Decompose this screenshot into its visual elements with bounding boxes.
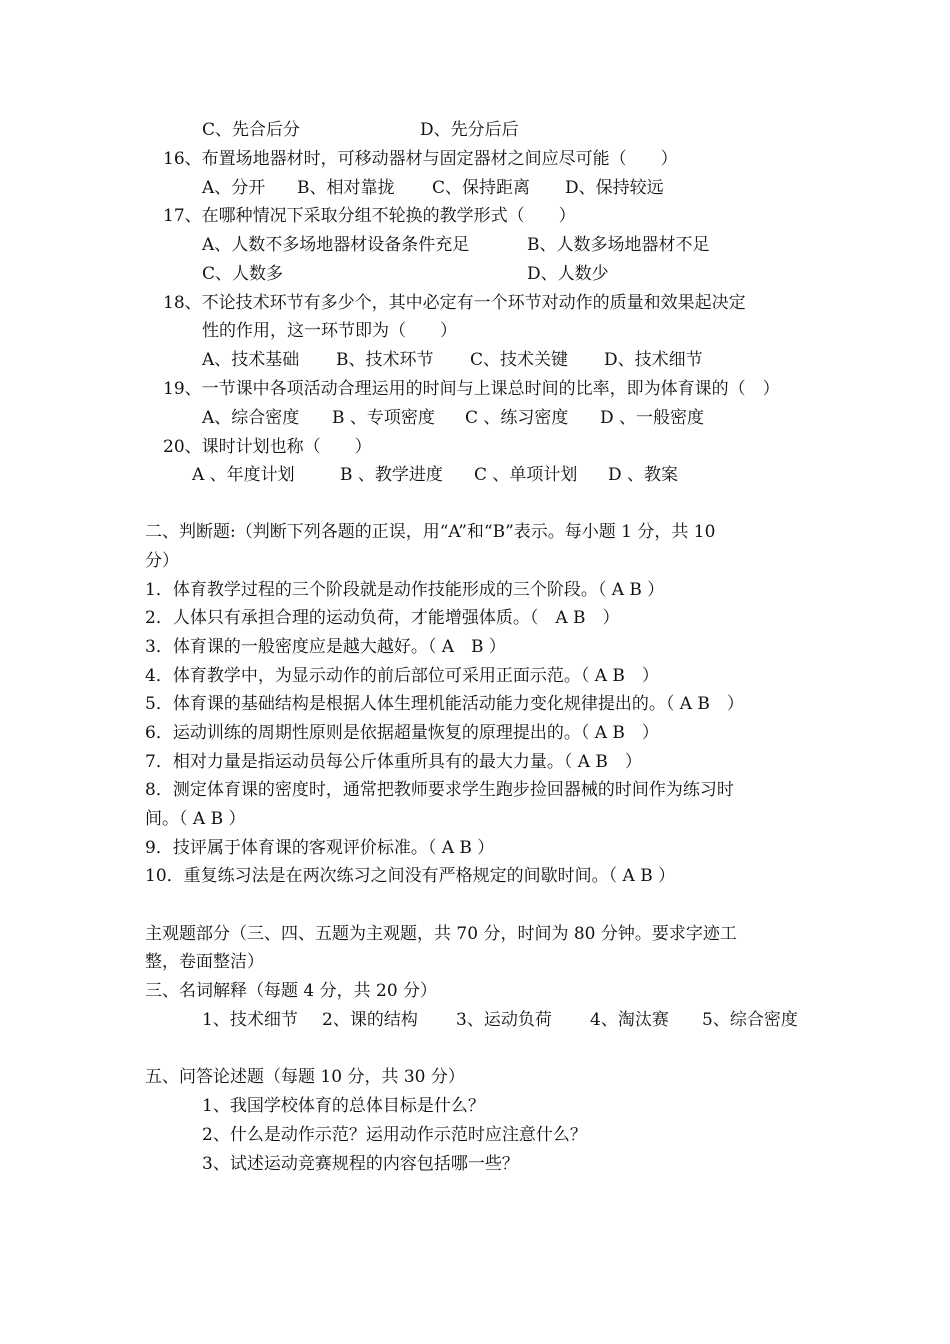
q19-option-d: D 、一般密度	[600, 408, 705, 428]
question-16: 16、布置场地器材时，可移动器材与固定器材之间应尽可能（ ）	[163, 149, 678, 169]
judge-item-5: 5．体育课的基础结构是根据人体生理机能活动能力变化规律提出的。（ A B ）	[145, 694, 744, 714]
question-19: 19、一节课中各项活动合理运用的时间与上课总时间的比率，即为体育课的（ ）	[163, 379, 780, 399]
judge-item-10: 10．重复练习法是在两次练习之间没有严格规定的间歇时间。（ A B ）	[145, 866, 676, 886]
term-1: 1、技术细节	[202, 1010, 298, 1030]
judge-section-title-line1: 二、判断题:（判断下列各题的正误，用“A”和“B”表示。每小题 1 分，共 10	[145, 522, 716, 542]
subjective-intro-line2: 整，卷面整洁）	[145, 952, 264, 972]
judge-item-8-line1: 8．测定体育课的密度时，通常把教师要求学生跑步捡回器械的时间作为练习时	[145, 780, 734, 800]
q19-option-a: A、综合密度	[202, 408, 300, 428]
term-5: 5、综合密度	[702, 1010, 798, 1030]
judge-item-8-line2: 间。（ A B ）	[145, 809, 246, 829]
essay-question-3: 3、试述运动竞赛规程的内容包括哪一些？	[202, 1154, 519, 1174]
judge-item-1: 1．体育教学过程的三个阶段就是动作技能形成的三个阶段。（ A B ）	[145, 580, 665, 600]
q18-option-a: A、技术基础	[202, 350, 300, 370]
question-18-line1: 18、不论技术环节有多少个，其中必定有一个环节对动作的质量和效果起决定	[163, 293, 746, 313]
subjective-intro-line1: 主观题部分（三、四、五题为主观题，共 70 分，时间为 80 分钟。要求字迹工	[145, 924, 737, 944]
q16-option-d: D、保持较远	[565, 178, 664, 198]
judge-item-2: 2．人体只有承担合理的运动负荷，才能增强体质。（ A B ）	[145, 608, 620, 628]
term-3: 3、运动负荷	[456, 1010, 552, 1030]
q19-option-b: B 、专项密度	[332, 408, 435, 428]
q17-option-d: D、人数少	[527, 264, 609, 284]
q20-option-b: B 、教学进度	[340, 465, 443, 485]
judge-item-4: 4．体育教学中，为显示动作的前后部位可采用正面示范。（ A B ）	[145, 666, 659, 686]
q16-option-c: C、保持距离	[432, 178, 531, 198]
judge-item-9: 9．技评属于体育课的客观评价标准。（ A B ）	[145, 838, 495, 858]
q20-option-c: C 、单项计划	[474, 465, 578, 485]
essay-question-1: 1、我国学校体育的总体目标是什么？	[202, 1096, 485, 1116]
section-3-title: 三、名词解释（每题 4 分，共 20 分）	[145, 981, 438, 1001]
judge-section-title-line2: 分）	[145, 551, 179, 571]
q19-option-c: C 、练习密度	[465, 408, 569, 428]
q17-option-a: A、人数不多场地器材设备条件充足	[202, 235, 470, 255]
q20-option-d: D 、教案	[608, 465, 679, 485]
question-17: 17、在哪种情况下采取分组不轮换的教学形式（ ）	[163, 206, 576, 226]
q18-option-c: C、技术关键	[470, 350, 569, 370]
essay-question-2: 2、什么是动作示范？运用动作示范时应注意什么？	[202, 1125, 587, 1145]
q18-option-b: B、技术环节	[336, 350, 434, 370]
q15-option-c: C、先合后分	[202, 120, 301, 140]
judge-item-6: 6．运动训练的周期性原则是依据超量恢复的原理提出的。（ A B ）	[145, 723, 659, 743]
q17-option-c: C、人数多	[202, 264, 284, 284]
term-4: 4、淘汰赛	[590, 1010, 669, 1030]
judge-item-3: 3．体育课的一般密度应是越大越好。（ A B ）	[145, 637, 506, 657]
q16-option-b: B、相对靠拢	[297, 178, 395, 198]
q20-option-a: A 、年度计划	[192, 465, 295, 485]
question-20: 20、课时计划也称（ ）	[163, 437, 372, 457]
q15-option-d: D、先分后后	[420, 120, 519, 140]
q17-option-b: B、人数多场地器材不足	[527, 235, 710, 255]
q18-option-d: D、技术细节	[604, 350, 703, 370]
judge-item-7: 7．相对力量是指运动员每公斤体重所具有的最大力量。（ A B ）	[145, 752, 642, 772]
term-2: 2、课的结构	[322, 1010, 418, 1030]
section-5-title: 五、问答论述题（每题 10 分，共 30 分）	[145, 1067, 465, 1087]
q16-option-a: A、分开	[202, 178, 266, 198]
question-18-line2: 性的作用，这一环节即为（ ）	[202, 321, 457, 341]
